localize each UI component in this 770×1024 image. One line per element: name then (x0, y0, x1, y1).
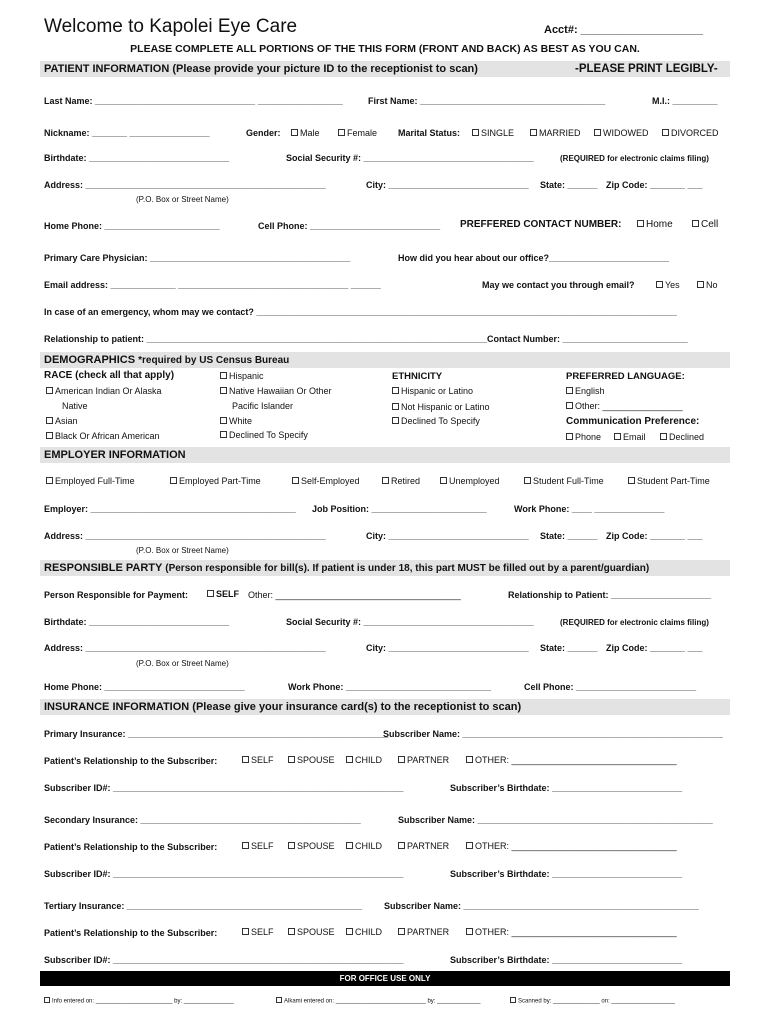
checkbox-icon (628, 477, 635, 484)
checkbox-icon (692, 220, 699, 227)
checkbox-icon (242, 842, 249, 849)
checkbox-icon (44, 997, 50, 1003)
communication-preference-heading: Communication Preference: (566, 416, 700, 427)
tertiary-subscriber-birthdate-field[interactable]: Subscriber’s Birthdate: __________________________ (450, 955, 683, 965)
race-asian-checkbox[interactable]: Asian (46, 416, 78, 426)
middle-initial-field[interactable]: M.I.: _________ (652, 96, 718, 106)
responsible-relationship-field[interactable]: Relationship to Patient: ____________________ (508, 590, 712, 600)
race-black-checkbox[interactable]: Black Or African American (46, 431, 160, 441)
ethnicity-not-hispanic-checkbox[interactable]: Not Hispanic or Latino (392, 402, 490, 412)
comm-email-checkbox[interactable]: Email (614, 432, 646, 442)
race-declined-checkbox[interactable]: Declined To Specify (220, 430, 308, 440)
ethnicity-heading: ETHNICITY (392, 371, 443, 382)
account-number-field[interactable]: Acct#: ____________________ (544, 24, 704, 36)
checkbox-icon (466, 756, 473, 763)
tertiary-partner-checkbox[interactable]: PARTNER (398, 927, 449, 937)
checkbox-icon (46, 432, 53, 439)
primary-care-physician-field[interactable]: Primary Care Physician: ________________________________________ (44, 253, 351, 263)
responsible-address-field[interactable]: Address: ________________________________________________ (44, 643, 326, 653)
employer-po-box-note: (P.O. Box or Street Name) (136, 546, 229, 555)
gender-male-checkbox[interactable]: Male (291, 128, 320, 138)
marital-single-checkbox[interactable]: SINGLE (472, 128, 514, 138)
employment-part-time-checkbox[interactable]: Employed Part-Time (170, 476, 261, 486)
responsible-birthdate-field[interactable]: Birthdate: ____________________________ (44, 617, 230, 627)
secondary-other-checkbox[interactable]: OTHER: _________________________________ (466, 841, 677, 851)
secondary-relationship-label: Patient’s Relationship to the Subscriber: (44, 842, 218, 852)
marital-divorced-checkbox[interactable]: DIVORCED (662, 128, 719, 138)
checkbox-icon (440, 477, 447, 484)
form-title: Welcome to Kapolei Eye Care (44, 16, 298, 37)
demographics-note: *required by US Census Bureau (138, 355, 290, 366)
insurance-heading: INSURANCE INFORMATION (Please give your insurance card(s) to the receptionist to scan) (44, 701, 522, 713)
city-field[interactable]: City: ____________________________ (366, 180, 529, 190)
demographics-banner (40, 352, 730, 368)
checkbox-icon (614, 433, 621, 440)
language-other-checkbox[interactable]: Other: ________________ (566, 401, 683, 411)
marital-married-checkbox[interactable]: MARRIED (530, 128, 581, 138)
tertiary-relationship-label: Patient’s Relationship to the Subscriber: (44, 928, 218, 938)
secondary-child-checkbox[interactable]: CHILD (346, 841, 382, 851)
employer-field[interactable]: Employer: _________________________________________ (44, 504, 296, 514)
primary-self-checkbox[interactable]: SELF (242, 755, 274, 765)
ethnicity-declined-checkbox[interactable]: Declined To Specify (392, 416, 480, 426)
employment-unemployed-checkbox[interactable]: Unemployed (440, 476, 500, 486)
gender-label: Gender: (246, 128, 281, 138)
checkbox-icon (46, 387, 53, 394)
po-box-note: (P.O. Box or Street Name) (136, 195, 229, 204)
checkbox-icon (276, 997, 282, 1003)
race-white-checkbox[interactable]: White (220, 416, 252, 426)
responsible-other-field[interactable]: Other: _____________________________________ (248, 590, 461, 600)
employer-address-field[interactable]: Address: ________________________________________________ (44, 531, 326, 541)
checkbox-icon (242, 928, 249, 935)
employer-zip-field[interactable]: Zip Code: _______ ___ (606, 531, 703, 541)
checkbox-icon (566, 387, 573, 394)
secondary-spouse-checkbox[interactable]: SPOUSE (288, 841, 335, 851)
checkbox-icon (656, 281, 663, 288)
responsible-self-checkbox[interactable]: SELF (207, 589, 239, 599)
secondary-subscriber-id-field[interactable]: Subscriber ID#: __________________________________________________________ (44, 869, 404, 879)
race-american-indian-checkbox[interactable]: American Indian Or Alaska (46, 386, 162, 396)
employer-heading: EMPLOYER INFORMATION (44, 449, 186, 461)
instructions: PLEASE COMPLETE ALL PORTIONS OF THE THIS FORM (FRONT AND BACK) AS BEST AS YOU CAN. (130, 43, 640, 55)
primary-subscriber-name-field[interactable]: Subscriber Name: ____________________________________________________ (383, 729, 723, 739)
responsible-ssn-field[interactable]: Social Security #: __________________________________ (286, 617, 534, 627)
last-name-field[interactable]: Last Name: ________________________________ _________________ (44, 96, 343, 106)
cell-phone-field[interactable]: Cell Phone: __________________________ (258, 221, 441, 231)
address-field[interactable]: Address: ________________________________________________ (44, 180, 326, 190)
email-no-checkbox[interactable]: No (697, 280, 718, 290)
primary-subscriber-birthdate-field[interactable]: Subscriber’s Birthdate: __________________________ (450, 783, 683, 793)
checkbox-icon (220, 372, 227, 379)
checkbox-icon (510, 997, 516, 1003)
secondary-subscriber-birthdate-field[interactable]: Subscriber’s Birthdate: __________________________ (450, 869, 683, 879)
home-phone-field[interactable]: Home Phone: _______________________ (44, 221, 220, 231)
responsible-party-banner (40, 560, 730, 576)
checkbox-icon (398, 842, 405, 849)
primary-spouse-checkbox[interactable]: SPOUSE (288, 755, 335, 765)
checkbox-icon (530, 129, 537, 136)
employer-work-phone-field[interactable]: Work Phone: ____ ______________ (514, 504, 665, 514)
checkbox-icon (220, 417, 227, 424)
marital-widowed-checkbox[interactable]: WIDOWED (594, 128, 649, 138)
responsible-person-label: Person Responsible for Payment: (44, 590, 189, 600)
race-native-hawaiian-checkbox[interactable]: Native Hawaiian Or Other (220, 386, 332, 396)
first-name-field[interactable]: First Name: _____________________________________ (368, 96, 606, 106)
race-american-indian-continued: Native (62, 401, 88, 411)
emergency-relationship-field[interactable]: Relationship to patient: ____________________________________________________________________ (44, 334, 487, 344)
checkbox-icon (466, 842, 473, 849)
checkbox-icon (220, 431, 227, 438)
checkbox-icon (46, 417, 53, 424)
responsible-po-box-note: (P.O. Box or Street Name) (136, 659, 229, 668)
employment-self-employed-checkbox[interactable]: Self-Employed (292, 476, 360, 486)
checkbox-icon (566, 433, 573, 440)
checkbox-icon (46, 477, 53, 484)
responsible-work-phone-field[interactable]: Work Phone: _____________________________ (288, 682, 491, 692)
primary-relationship-label: Patient’s Relationship to the Subscriber: (44, 756, 218, 766)
checkbox-icon (524, 477, 531, 484)
preferred-cell-checkbox[interactable]: Cell (692, 219, 718, 230)
checkbox-icon (398, 756, 405, 763)
checkbox-icon (346, 928, 353, 935)
gender-female-checkbox[interactable]: Female (338, 128, 377, 138)
email-yes-checkbox[interactable]: Yes (656, 280, 680, 290)
checkbox-icon (392, 403, 399, 410)
race-hispanic-checkbox[interactable]: Hispanic (220, 371, 264, 381)
responsible-city-field[interactable]: City: ____________________________ (366, 643, 529, 653)
employment-full-time-checkbox[interactable]: Employed Full-Time (46, 476, 135, 486)
checkbox-icon (637, 220, 644, 227)
comm-declined-checkbox[interactable]: Declined (660, 432, 704, 442)
secondary-subscriber-name-field[interactable]: Subscriber Name: _______________________________________________ (398, 815, 713, 825)
checkbox-icon (697, 281, 704, 288)
checkbox-icon (288, 842, 295, 849)
checkbox-icon (466, 928, 473, 935)
job-position-field[interactable]: Job Position: _______________________ (312, 504, 487, 514)
primary-partner-checkbox[interactable]: PARTNER (398, 755, 449, 765)
employer-city-field[interactable]: City: ____________________________ (366, 531, 529, 541)
office-scanned-by-field[interactable]: Scanned by: ______________ on: ___________________ (510, 998, 675, 1005)
comm-phone-checkbox[interactable]: Phone (566, 432, 601, 442)
tertiary-subscriber-name-field[interactable]: Subscriber Name: _______________________________________________ (384, 901, 699, 911)
language-heading: PREFERRED LANGUAGE: (566, 371, 685, 382)
secondary-self-checkbox[interactable]: SELF (242, 841, 274, 851)
office-info-entered-field[interactable]: Info entered on: _______________________ by: _______________ (44, 998, 234, 1005)
employer-banner (40, 447, 730, 463)
secondary-insurance-field[interactable]: Secondary Insurance: ____________________________________________ (44, 815, 361, 825)
primary-subscriber-id-field[interactable]: Subscriber ID#: __________________________________________________________ (44, 783, 404, 793)
checkbox-icon (288, 756, 295, 763)
tertiary-self-checkbox[interactable]: SELF (242, 927, 274, 937)
preferred-contact-label: PREFFERED CONTACT NUMBER: (460, 219, 622, 230)
checkbox-icon (398, 928, 405, 935)
checkbox-icon (472, 129, 479, 136)
tertiary-subscriber-id-field[interactable]: Subscriber ID#: __________________________________________________________ (44, 955, 404, 965)
primary-child-checkbox[interactable]: CHILD (346, 755, 382, 765)
ethnicity-hispanic-checkbox[interactable]: Hispanic or Latino (392, 386, 473, 396)
email-field[interactable]: Email address: _____________ __________________________________ ______ (44, 280, 381, 290)
employment-retired-checkbox[interactable]: Retired (382, 476, 420, 486)
office-use-banner: FOR OFFICE USE ONLY (40, 971, 730, 986)
demographics-heading: DEMOGRAPHICS (44, 354, 136, 366)
responsible-home-phone-field[interactable]: Home Phone: ____________________________ (44, 682, 245, 692)
checkbox-icon (220, 387, 227, 394)
tertiary-child-checkbox[interactable]: CHILD (346, 927, 382, 937)
emergency-contact-number-field[interactable]: Contact Number: _________________________ (487, 334, 688, 344)
checkbox-icon (660, 433, 667, 440)
ssn-field[interactable]: Social Security #: __________________________________ (286, 153, 534, 163)
insurance-banner (40, 699, 730, 715)
checkbox-icon (288, 928, 295, 935)
state-field[interactable]: State: ______ (540, 180, 598, 190)
checkbox-icon (242, 756, 249, 763)
zip-field[interactable]: Zip Code: _______ ___ (606, 180, 703, 190)
responsible-state-field[interactable]: State: ______ (540, 643, 598, 653)
checkbox-icon (392, 417, 399, 424)
checkbox-icon (382, 477, 389, 484)
checkbox-icon (338, 129, 345, 136)
responsible-party-note: (Person responsible for bill(s). If patient is under 18, this part MUST be filled out by a parent/guardian) (165, 563, 650, 574)
ssn-required-note: (REQUIRED for electronic claims filing) (560, 154, 709, 163)
checkbox-icon (346, 842, 353, 849)
responsible-zip-field[interactable]: Zip Code: _______ ___ (606, 643, 703, 653)
checkbox-icon (207, 590, 214, 597)
race-heading: RACE (check all that apply) (44, 370, 175, 381)
office-alkami-entered-field[interactable]: Alkami entered on: ___________________________ by: _____________ (276, 998, 481, 1005)
tertiary-spouse-checkbox[interactable]: SPOUSE (288, 927, 335, 937)
employment-student-full-time-checkbox[interactable]: Student Full-Time (524, 476, 604, 486)
email-contact-label: May we contact you through email? (482, 280, 635, 290)
checkbox-icon (392, 387, 399, 394)
birthdate-field[interactable]: Birthdate: ____________________________ (44, 153, 230, 163)
primary-other-checkbox[interactable]: OTHER: _________________________________ (466, 755, 677, 765)
responsible-party-heading: RESPONSIBLE PARTY (44, 562, 163, 574)
emergency-contact-field[interactable]: In case of an emergency, whom may we contact? ____________________________________________________________________________________ (44, 307, 677, 317)
tertiary-insurance-field[interactable]: Tertiary Insurance: _______________________________________________ (44, 901, 363, 911)
patient-info-heading: PATIENT INFORMATION (Please provide your picture ID to the receptionist to scan) (44, 63, 478, 75)
nickname-field[interactable]: Nickname: _______ ________________ (44, 128, 210, 138)
language-english-checkbox[interactable]: English (566, 386, 605, 396)
employment-student-part-time-checkbox[interactable]: Student Part-Time (628, 476, 710, 486)
race-native-hawaiian-continued: Pacific Islander (232, 401, 294, 411)
referral-source-field[interactable]: How did you hear about our office?________________________ (398, 253, 670, 263)
checkbox-icon (594, 129, 601, 136)
print-legibly-note: -PLEASE PRINT LEGIBLY- (575, 63, 718, 75)
marital-status-label: Marital Status: (398, 128, 461, 138)
secondary-partner-checkbox[interactable]: PARTNER (398, 841, 449, 851)
checkbox-icon (170, 477, 177, 484)
primary-insurance-field[interactable]: Primary Insurance: ____________________________________________________ (44, 729, 389, 739)
preferred-home-checkbox[interactable]: Home (637, 219, 673, 230)
checkbox-icon (566, 402, 573, 409)
employer-state-field[interactable]: State: ______ (540, 531, 598, 541)
responsible-cell-phone-field[interactable]: Cell Phone: ________________________ (524, 682, 697, 692)
checkbox-icon (346, 756, 353, 763)
checkbox-icon (291, 129, 298, 136)
checkbox-icon (662, 129, 669, 136)
responsible-ssn-note: (REQUIRED for electronic claims filing) (560, 618, 709, 627)
checkbox-icon (292, 477, 299, 484)
tertiary-other-checkbox[interactable]: OTHER: _________________________________ (466, 927, 677, 937)
